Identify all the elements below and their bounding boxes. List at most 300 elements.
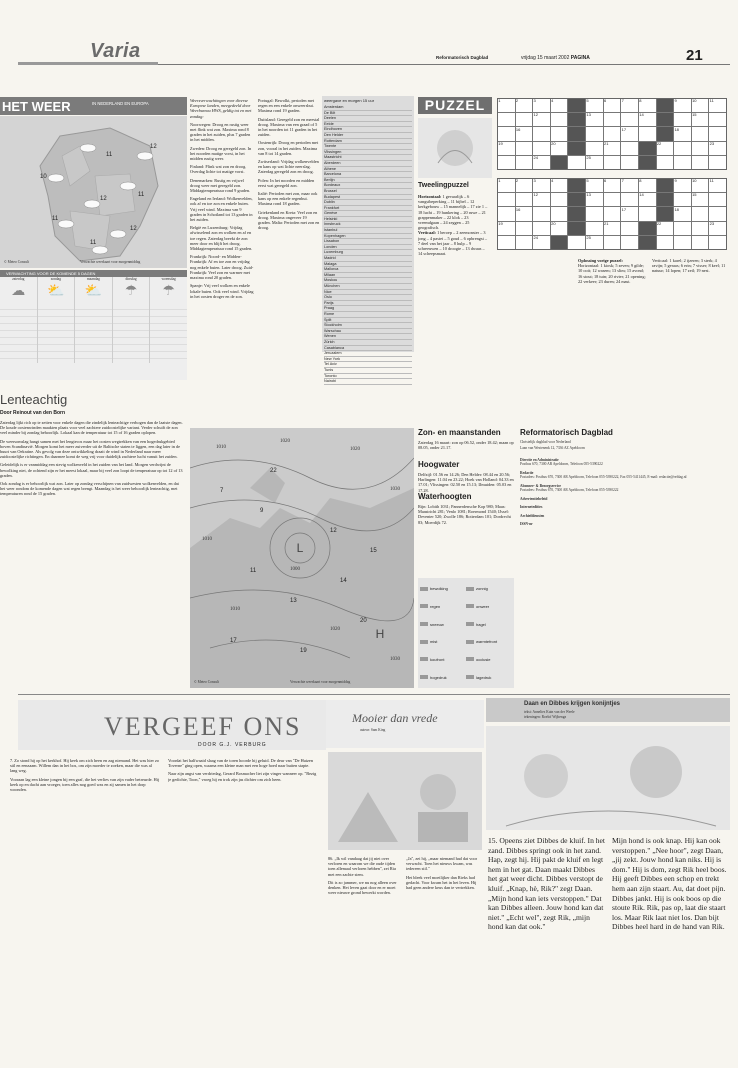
report-paragraph: Finland: Flink wat zon en droog. Overdag lichte tot matige vorst. (190, 164, 247, 175)
puzzle-solution-2 (652, 258, 726, 378)
forecast-day (75, 277, 113, 363)
puzzle-cell[interactable] (674, 113, 691, 126)
dibbes-credit: tekeningen: Roelof Wijbenga (524, 715, 567, 719)
forecast-values (150, 303, 187, 363)
legend-label: warmtefront (476, 639, 498, 645)
solution-vertical: Verticaal: 1 karel; 2 ijzeren; 3 sterk; 4 ravijn; 5 geraas; 6 erin; 7 visser; 8 keel; 11 natuur; 14 lopen; 17 zeil; 19 nest. (652, 258, 726, 274)
puzzle-cell[interactable] (604, 236, 621, 249)
europe-temp: 11 (250, 568, 257, 574)
city-name: Vlissingen (324, 149, 342, 154)
section-title: Varia (90, 40, 141, 62)
puzzle-grid-1[interactable] (497, 98, 727, 170)
colofon-heading: ISSN-nr (520, 522, 533, 527)
report-paragraph: Frankrijk: Noord- en Midden-Frankrijk: Af en toe zon en vrijdag nog enkele buien. Later droog. Zuid-Frankrijk: Veel zon en warmer met maxima rond 20 graden. (190, 254, 254, 281)
puzzle-cell[interactable] (709, 236, 726, 249)
puzzle-cell[interactable]: 17 (621, 207, 638, 220)
puzzle-cell[interactable] (639, 222, 656, 235)
article-paragraph: Geleidelijk is er vanmiddag een stevig wolkenveld in het zuiden van het land. Morgen verdwijnt de bewolking niet, de ochtend zijn er het meest lokaal, maar bij veel zon loopt de temperatuur op tot 12 of 13 graden. (0, 462, 183, 478)
puzzle-cell[interactable] (516, 113, 533, 126)
puzzle-cell[interactable]: 23 (709, 142, 726, 155)
puzzle-cell[interactable] (551, 127, 568, 140)
puzzle-cell[interactable] (657, 207, 674, 220)
story-paragraph: Vooraan lag een kleine jongen bij een graf, die het verlies van zijn vader betreurde. Hij keek op en dacht aan vroeger, toen alles nog goed was en zij samen in het dorp woonden. (10, 776, 160, 793)
city-name: Amsterdam (324, 105, 344, 109)
puzzle-cell[interactable] (604, 193, 621, 206)
article-paragraph: Zaterdag lijkt rich op te zetten voor enkele dagen die zindelijk lenteachtige verhogen dan de laatste dagen. De koude oostenwinden maakten plaats voor veel zachtere zuidoostelijke variant. Verder schuift de zon veel minder bij zondag behoorlijk. Lokaal kan de temperatuur tot 15 of 16 graden oplopen. (0, 420, 183, 436)
puzzle-cell[interactable] (551, 193, 568, 206)
section-divider (18, 694, 730, 695)
legend-item (420, 615, 466, 633)
colofon-body (520, 458, 730, 688)
puzzle-cell[interactable] (551, 156, 568, 169)
puzzle-cell[interactable] (621, 113, 638, 126)
puzzle-cell[interactable]: 7 (621, 99, 638, 112)
puzzle-cell[interactable]: 13 (586, 113, 603, 126)
puzzle-illustration (418, 118, 492, 178)
puzzle-cell[interactable] (498, 193, 515, 206)
report-paragraph: Zweden: Droog en geregeld zon. In het noorden matige vorst, in het midden rustig weer. (190, 145, 252, 162)
legend-item (466, 651, 512, 669)
dibbes-col-2: Mijn hond is ook knap. Hij kan ook verstoppen." „Nee hoor", zegt Daan, „jij zekt. Jouw hond kan niks. Hij is dom." Hij is dom, zegt Rik heel boos. Hij geeft Dibbes een schop en trekt hem aan zijn staart. Au, dat doet pijn. Dibbes jankt. Hij is ook boos op die stoute Rik. Rik, pas op, laat die staart los. Maar Rik laat niet los. Dan bijt Dibbes heel hard in de hand van Rik. (612, 836, 727, 932)
rain-icon: ☂ (162, 284, 175, 300)
article-paragraph: De weersomslag hangt samen met het lengtecos maar het oosten wegtrekken van een hogedrukgebied boven Scandinavië. Morgen komt het meer zuiverder uit de Baltische staten te liggen, een dag later in de buurt van Oekraïne. Als gevolg van deze ontwikkeling draait de wind in Nederland naar meer zuidoostelijke richtingen. En daarmee komt de weg vrij voor duidelijk zachtere lucht vanuit het zuiden. (0, 438, 180, 460)
story-paragraph: Naar zijn angst van verdriedag, Gerard Bosmacher liet zijn vinger wanneer op. "Bezig je gedichte, Toon," vroeg hij en trok zijn jas dichter om zich heen. (168, 771, 317, 782)
puzzle-cell[interactable] (604, 127, 621, 140)
colofon-heading: Internetedities (520, 505, 543, 510)
city-name: München (324, 284, 340, 288)
forecast-day-label: zaterdag (12, 277, 25, 281)
puzzle-cell[interactable]: 21 (604, 142, 621, 155)
puzzle-cell[interactable]: 16 (516, 207, 533, 220)
puzzle-cell[interactable]: 12 (533, 193, 550, 206)
map-temp: 11 (106, 152, 113, 158)
puzzle-cell[interactable]: 22 (657, 222, 674, 235)
vergeef-col-1 (10, 758, 160, 1058)
puzzle-cell[interactable]: 7 (621, 179, 638, 192)
puzzle-cell[interactable] (568, 222, 585, 235)
puzzle-cell[interactable] (692, 236, 709, 249)
puzzle-cell[interactable] (692, 207, 709, 220)
puzzle-cell[interactable] (516, 236, 533, 249)
puzzle-cell[interactable]: 19 (498, 142, 515, 155)
table-row (324, 379, 412, 385)
puzzle-cell[interactable] (516, 193, 533, 206)
city-name: Barcelona (324, 172, 342, 177)
story-paragraph: 7. Zo stond hij op het kerkhof. Hij keek om zich heen en zag niemand. Het was hier zo stil en eenzaam. Willem dan in het bos, om zijn moeder te zoeken, maar die was al lang weg. (10, 758, 160, 774)
forecast-day (0, 277, 38, 363)
puzzle-cell[interactable]: 23 (709, 222, 726, 235)
puzzle-cell[interactable]: 20 (551, 222, 568, 235)
city-name: Split (324, 317, 332, 322)
city-name: Casablanca (324, 345, 345, 350)
map-temp: 12 (150, 144, 157, 150)
city-name: Rome (324, 311, 335, 316)
puzzle-cell[interactable] (709, 193, 726, 206)
puzzle-cell[interactable] (674, 236, 691, 249)
puzzle-cell[interactable] (674, 156, 691, 169)
puzzle-cell[interactable] (568, 99, 585, 112)
legend-symbol (466, 587, 474, 591)
city-name: Athene (324, 166, 337, 171)
puzzle-cell[interactable] (692, 156, 709, 169)
legend-symbol (466, 622, 474, 626)
city-name: Brussel (324, 188, 337, 193)
puzzle-cell[interactable] (498, 236, 515, 249)
city-name: Twente (324, 144, 337, 149)
isobar-label: 1010 (216, 445, 226, 450)
colofon-heading: Redactie (520, 470, 534, 475)
map-temp: 11 (52, 216, 59, 222)
puzzle-cell[interactable] (568, 113, 585, 126)
isobar-label: 1030 (390, 487, 400, 492)
weather-title: HET WEER (2, 99, 71, 114)
puzzle-cell[interactable] (692, 222, 709, 235)
city-name: Bordeaux (324, 183, 341, 188)
puzzle-cell[interactable] (568, 142, 585, 155)
puzzle-cell[interactable]: 15 (692, 113, 709, 126)
puzzle-cell[interactable]: 13 (586, 193, 603, 206)
city-name: Malaga (324, 261, 337, 266)
puzzle-cell[interactable]: 14 (639, 113, 656, 126)
colofon-address: Laan van Westenenk 12, 7336 AZ Apeldoorn (520, 446, 585, 450)
puzzle-cell[interactable] (533, 207, 550, 220)
puzzle-cell[interactable] (586, 207, 603, 220)
puzzle-cell[interactable] (709, 127, 726, 140)
city-name: Luxemburg (324, 250, 343, 255)
city-name: Mallorca (324, 267, 339, 272)
city-name: Berlijn (324, 177, 335, 182)
isobar-label: 1010 (230, 607, 240, 612)
city-name: Zürich (324, 339, 335, 344)
legend-symbol (420, 604, 428, 608)
puzzle-grid-2[interactable] (497, 178, 727, 250)
city-name: Wenen (324, 334, 336, 339)
puzzle-cell[interactable]: 2 (516, 99, 533, 112)
forecast-values (113, 303, 150, 363)
legend-label: lagedruk (476, 674, 492, 680)
report-paragraph: Noorwegen: Droog en rustig weer met flink wat zon. Maxima rond 8 graden in het zuiden, plus 7 graden in het midden. (190, 121, 251, 143)
city-name: Milaan (324, 272, 336, 277)
puzzle-cell[interactable]: 25 (586, 236, 603, 249)
puzzle-cell[interactable] (639, 142, 656, 155)
rain-icon: ☂ (124, 284, 138, 300)
puzzle-cell[interactable]: 16 (516, 127, 533, 140)
puzzle-cell[interactable]: 6 (604, 179, 621, 192)
europe-temp: 14 (340, 578, 347, 584)
legend-item (420, 668, 466, 686)
city-name: Madrid (324, 256, 336, 261)
city-name: Deelen (324, 116, 337, 121)
city-name: Maastricht (324, 155, 342, 160)
sun-moon-title: Zon- en maanstanden (418, 428, 501, 437)
puzzle-cell[interactable]: 18 (674, 207, 691, 220)
puzzle-cell[interactable] (621, 142, 638, 155)
puzzle-cell[interactable]: 11 (709, 99, 726, 112)
page-number: 21 (686, 47, 703, 64)
isobar-label: 1020 (280, 439, 290, 444)
vergeef-byline: DOOR G.J. VERBURG (198, 742, 267, 748)
puzzle-cell[interactable] (639, 236, 656, 249)
puzzle-cell[interactable] (604, 113, 621, 126)
city-name: Parijs (324, 300, 334, 305)
waterhoogten-title: Waterhoogten (418, 492, 472, 501)
report-paragraph: Zwitserland: Vrijdag wolkenvelden en kans op wat lichte neerslag. Zaterdag geregeld zon en droog. (258, 159, 319, 175)
header-accent (18, 62, 158, 65)
reports-intro: Weersverwachtingen voor diverse Europese landen, meegedeeld door Weerbureau HWS, geldig tot en met zondag: (190, 98, 252, 119)
map-temp: 11 (90, 240, 97, 246)
puzzle-cell[interactable] (516, 142, 533, 155)
colofon-heading: Directie en Administratie (520, 458, 559, 462)
legend-item (466, 633, 512, 651)
puzzle-cell[interactable]: 3 (533, 99, 550, 112)
puzzle-title: Tweelingpuzzel (418, 182, 469, 189)
legend-item (420, 598, 466, 616)
city-name: Londen (324, 244, 337, 249)
puzzle-cell[interactable]: 2 (516, 179, 533, 192)
puzzle-cell[interactable]: 11 (709, 179, 726, 192)
city-name: Helsinki (324, 216, 338, 221)
legend-label: hogedruk (430, 674, 447, 680)
puzzle-cell[interactable] (657, 127, 674, 140)
city-name: Moskou (324, 278, 338, 283)
city-name: Istanbul (324, 228, 338, 233)
vertical-clues: 1 beroep – 2 zeemonster – 3 jong – 4 pastei – 5 goud – 6 opbrengst – 7 deel van het jaar – 8 hulp – 9 schreeuwen – 10 droogte – 13 dwaas – 14 scheepsmaat. (418, 230, 487, 257)
puzzle-cell[interactable] (516, 156, 533, 169)
puzzle-cell[interactable]: 21 (604, 222, 621, 235)
map-caption: Verwachte weerkaart voor morgenmiddag (80, 260, 141, 264)
puzzle-cell[interactable] (709, 156, 726, 169)
puzzle-cell[interactable] (568, 207, 585, 220)
puzzle-cell[interactable] (621, 236, 638, 249)
puzzle-cell[interactable] (498, 156, 515, 169)
europe-temp: 9 (260, 508, 264, 514)
vergeef-title: VERGEEF ONS (104, 712, 302, 741)
date-text: vrijdag 15 maart 2002 (521, 55, 570, 61)
legend-symbol (466, 675, 474, 679)
puzzle-cell[interactable] (657, 193, 674, 206)
legend-item (420, 633, 466, 651)
puzzle-cell[interactable] (657, 179, 674, 192)
legend-item (466, 598, 512, 616)
city-name: Oslo (324, 295, 332, 300)
puzzle-cell[interactable] (533, 222, 550, 235)
puzzle-cell[interactable]: 4 (551, 179, 568, 192)
puzzle-cell[interactable] (516, 222, 533, 235)
legend-symbol (466, 640, 474, 644)
colofon-subtitle: Christelijk dagblad voor Nederland (520, 440, 571, 444)
city-name: Den Helder (324, 132, 344, 137)
puzzle-cell[interactable] (639, 156, 656, 169)
puzzle-cell[interactable] (639, 207, 656, 220)
europe-temp: 15 (370, 548, 377, 554)
europe-temp: 12 (330, 528, 337, 534)
puzzle-cell[interactable]: 5 (586, 99, 603, 112)
puzzle-cell[interactable] (586, 142, 603, 155)
puzzle-cell[interactable]: 5 (586, 179, 603, 192)
puzzle-cell[interactable]: 1 (498, 179, 515, 192)
puzzle-cell[interactable]: 4 (551, 99, 568, 112)
colofon-text: Postadres: Postbus 670, 7300 AR Apeldoorn, Telefoon 055-5390222, Fax 055-5411445, E-mail: redactie@refdag.nl (520, 475, 687, 480)
vertical-label: Verticaal: (418, 230, 436, 236)
article-title: Lenteachtig (0, 392, 68, 407)
puzzle-cell[interactable] (657, 236, 674, 249)
city-name: Praag (324, 306, 335, 311)
puzzle-cell[interactable]: 8 (639, 99, 656, 112)
puzzle-cell[interactable] (657, 156, 674, 169)
puzzle-cell[interactable] (604, 156, 621, 169)
city-name: Genève (324, 211, 338, 216)
puzzle-cell[interactable] (568, 179, 585, 192)
legend-label: hagel (476, 621, 486, 627)
city-name: Jeruzalem (324, 351, 342, 356)
puzzle-cell[interactable] (604, 207, 621, 220)
paper-name: Reformatorisch Dagblad (436, 55, 489, 60)
puzzle-header: PUZZEL (418, 97, 492, 114)
puzzle-clues (418, 194, 488, 374)
story-paragraph: Het bleek veel moeilijker dan Rieks had gedacht. Voor kwam het in het leven. Hij had geen andere keus dan te vertrekken. (406, 874, 477, 891)
legend-label: bewolking (430, 586, 448, 592)
puzzle-cell[interactable] (568, 156, 585, 169)
puzzle-cell[interactable] (498, 127, 515, 140)
city-name: Tel Aviv (324, 362, 337, 367)
puzzle-cell[interactable]: 17 (621, 127, 638, 140)
puzzle-cell[interactable]: 19 (498, 222, 515, 235)
puzzle-cell[interactable]: 15 (692, 193, 709, 206)
legend-item (466, 668, 512, 686)
puzzle-cell[interactable]: 6 (604, 99, 621, 112)
legend-symbol (420, 622, 428, 626)
puzzle-cell[interactable]: 9 (674, 99, 691, 112)
puzzle-cell[interactable] (692, 142, 709, 155)
puzzle-cell[interactable] (498, 207, 515, 220)
sun-cloud-icon: ⛅ (84, 284, 103, 300)
puzzle-cell[interactable] (551, 113, 568, 126)
legend-label: occlusie (476, 656, 491, 662)
europe-weather-map (190, 428, 414, 688)
europe-temp: 13 (290, 598, 297, 604)
puzzle-cell[interactable] (709, 113, 726, 126)
cloud-icon: ☁ (11, 284, 26, 300)
article-paragraph: Ook zondag is er behoorlijk wat zon. Later op zondag verschijnen van zuidwesten wolkenvelden, en dat het weer rondom de komende dagen wat regen brengt. Maandag is het weer behoorlijk lenteachtig, met temperaturen rond de 15 graden. (0, 481, 179, 497)
forecast-day-label: woensdag (161, 277, 176, 281)
isobar-label: 1030 (390, 657, 400, 662)
city-name: Dublin (324, 200, 335, 205)
puzzle-cell[interactable]: 9 (674, 179, 691, 192)
puzzle-cell[interactable] (657, 99, 674, 112)
page-label: PAGINA (570, 55, 590, 61)
dibbes-subtitle: tekst: Annelies Kuin van der Weele (524, 710, 575, 714)
sun-moon-text: Zaterdag 16 maart: zon op 06.52, onder 18.42; maan op 08.05, onder 21.17. (418, 440, 514, 451)
isobar-label: 1000 (290, 567, 300, 572)
puzzle-cell[interactable] (709, 207, 726, 220)
map-temp: 12 (130, 226, 137, 232)
solution-title: Oplossing vorige puzzel: (578, 258, 623, 263)
puzzle-cell[interactable] (639, 127, 656, 140)
legend-item (420, 651, 466, 669)
puzzle-cell[interactable] (568, 127, 585, 140)
puzzle-cell[interactable]: 24 (533, 236, 550, 249)
horizontal-clues: 1 gevaarlijk – 6 vangstbeperking – 11 bijbel – 12 kerkgebouw – 15 mannelijk – 17 zie 1 – 18 lucht – 19 hunkering – 20 ruwe – 21 grappenmaker – 22 klok – 23 vreemdgaan – 24 zeggen – 25 geografisch. (418, 194, 488, 231)
puzzle-cell[interactable] (621, 193, 638, 206)
puzzle-cell[interactable]: 25 (586, 156, 603, 169)
puzzle-cell[interactable] (568, 236, 585, 249)
country-reports-col-2 (258, 98, 320, 428)
issue-date (521, 55, 590, 61)
colofon-heading: Abonnee- & Bezorgservice (520, 483, 561, 488)
puzzle-cell[interactable]: 8 (639, 179, 656, 192)
puzzle-cell[interactable]: 24 (533, 156, 550, 169)
puzzle-cell[interactable]: 12 (533, 113, 550, 126)
isobar-label: 1020 (330, 627, 340, 632)
report-paragraph: Griekenland en Kreta: Veel zon en droog. Maxima ongeveer 19 graden. Malta: Perioden met zon en droog. (258, 209, 320, 231)
puzzle-cell[interactable] (692, 127, 709, 140)
weather-article (0, 420, 184, 688)
puzzle-cell[interactable] (533, 127, 550, 140)
mooier-col-2 (406, 856, 482, 1056)
puzzle-cell[interactable] (657, 113, 674, 126)
puzzle-cell[interactable] (586, 222, 603, 235)
europe-temp: 20 (360, 618, 367, 624)
legend-symbol (420, 675, 428, 679)
solution-horizontal: Horizontaal: 1 kiosk; 5 zeven; 9 gilde; 10 ooit; 12 wasem; 13 slim; 15 avond; 16 stout; 18 tuin; 20 rivier; 21 opening; 22 verkeer; 23 duren; 24 mast. (578, 263, 646, 284)
legend-label: koufront (430, 656, 445, 662)
europe-temp: 17 (230, 638, 237, 644)
hoogwater-text: Delfzijl: 01.56 en 14.26; Den Helder: 08.44 en 20.56; Harlingen: 11.04 en 23.22; Hoek van Holland: 04.33 en 17.01; Vlissingen: 02.50 en 15.13; IJmuiden: 05.03 en 17.28. (418, 472, 514, 493)
puzzle-cell[interactable]: 10 (692, 179, 709, 192)
isobar-label: 1010 (202, 537, 212, 542)
puzzle-cell[interactable]: 22 (657, 142, 674, 155)
puzzle-cell[interactable] (551, 207, 568, 220)
puzzle-cell[interactable] (621, 156, 638, 169)
legend-symbol (466, 604, 474, 608)
colofon-heading: Archiefdiensten (520, 513, 545, 518)
isobar-label: 1020 (350, 447, 360, 452)
puzzle-cell[interactable]: 1 (498, 99, 515, 112)
puzzle-cell[interactable] (621, 222, 638, 235)
puzzle-cell[interactable] (674, 222, 691, 235)
puzzle-cell[interactable]: 3 (533, 179, 550, 192)
weather-legend (418, 578, 514, 688)
puzzle-cell[interactable] (674, 142, 691, 155)
puzzle-cell[interactable] (533, 142, 550, 155)
report-paragraph: Polen: In het noorden en midden eerst wat geregeld zon. (258, 177, 315, 188)
puzzle-cell[interactable] (674, 193, 691, 206)
report-paragraph: Oostenrijk: Droog en perioden met zon, vooral in het zuiden. Maxima van 8 tot 14 graden. (258, 140, 319, 156)
colofon-text: Postbus 670, 7300 AR Apeldoorn, Telefoon 055-5390222 (520, 462, 603, 467)
puzzle-cell[interactable] (568, 193, 585, 206)
puzzle-cell[interactable] (498, 113, 515, 126)
europe-temp: 22 (270, 468, 277, 474)
map-temp: 12 (100, 196, 107, 202)
puzzle-cell[interactable] (551, 236, 568, 249)
article-byline: Door Reinout van den Born (0, 410, 65, 416)
story-paragraph: Dit is zo jammer, we nu nog alleen over denken. Het leven gaat door en er moet weer nieuwe grond bewerkt worden. (328, 879, 397, 896)
puzzle-cell[interactable]: 18 (674, 127, 691, 140)
puzzle-cell[interactable]: 20 (551, 142, 568, 155)
puzzle-cell[interactable] (586, 127, 603, 140)
legend-label: zonnig (476, 586, 488, 592)
dibbes-col-1: 15. Opeens ziet Dibbes de kluif. In het zand. Dibbes springt ook in het zand. Hap, zegt hij. Hij pakt de kluif en legt hem in het gat. Daan maakt Dibbes het gat weer dicht. Dibbes verstopt de kluif. „Knap, hè, Rik?" zegt Daan. „Mijn hond kan iets verstoppen." Dat kan Dibbes alleen. Jouw hond kan dat niet." „Echt wel", zegt Rik, „mijn hond kan dat ook." (488, 836, 606, 932)
forecast-values (75, 303, 112, 363)
mooier-illustration (328, 752, 482, 850)
puzzle-cell[interactable]: 14 (639, 193, 656, 206)
country-reports-col-1 (190, 98, 254, 428)
puzzle-cell[interactable]: 10 (692, 99, 709, 112)
city-name: Innsbruck (324, 222, 341, 227)
hoogwater-title: Hoogwater (418, 460, 460, 469)
city-name: Tunis (324, 367, 334, 372)
europe-map-caption: Verwachte weerkaart voor morgenmiddag (290, 680, 351, 684)
